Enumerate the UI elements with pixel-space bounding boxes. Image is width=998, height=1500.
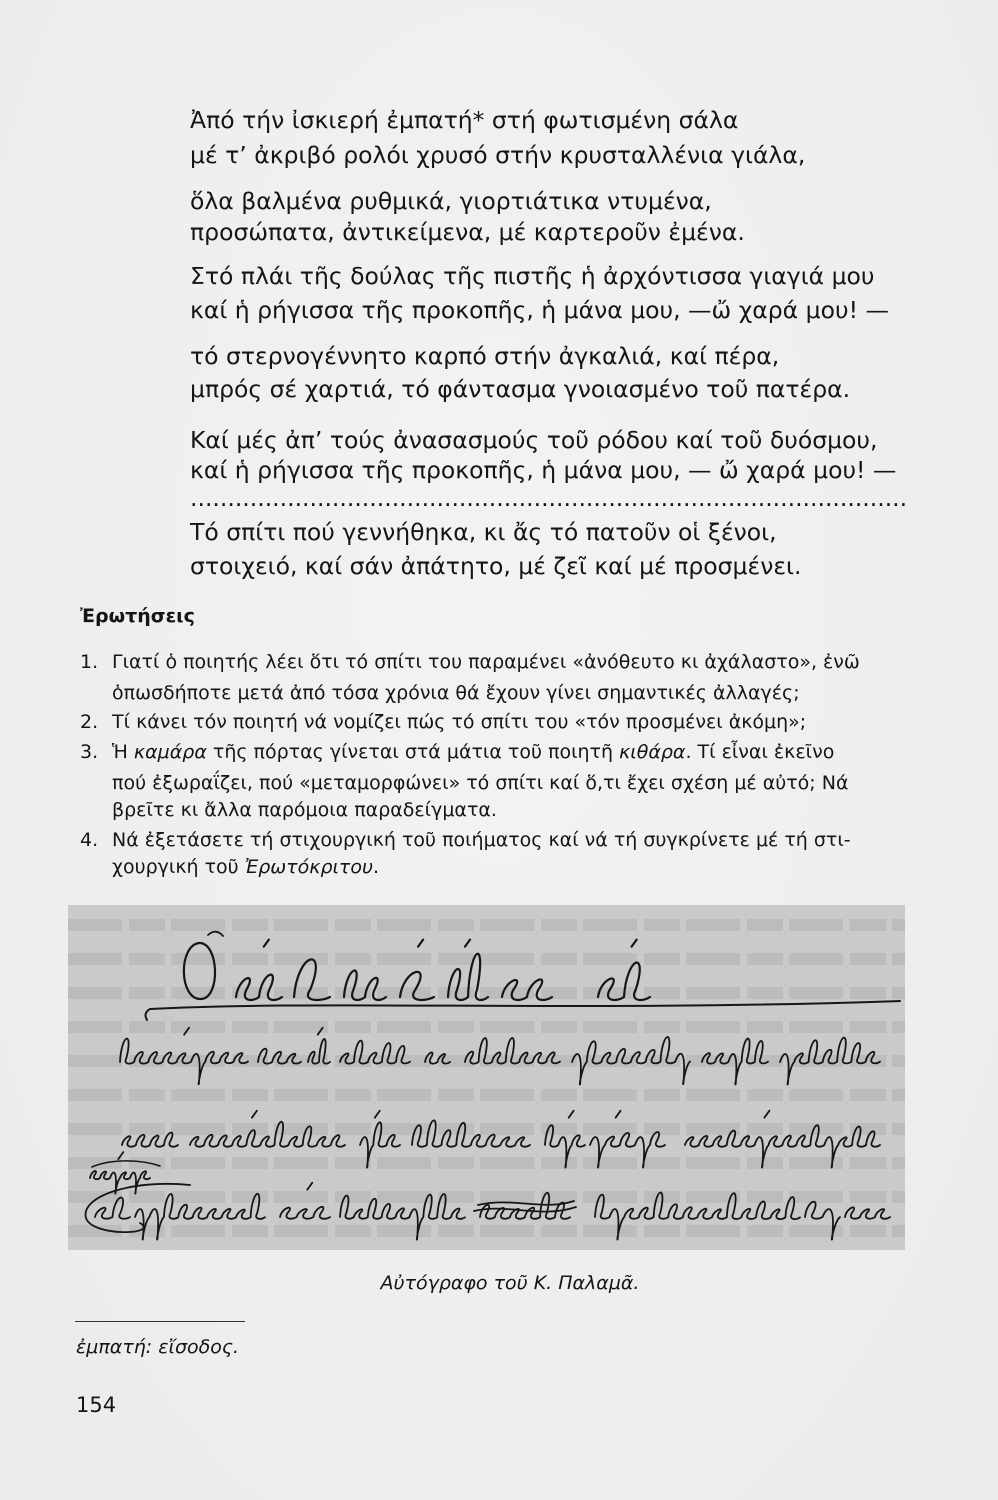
handwriting-line (122, 1111, 880, 1168)
poem-line: στοιχειό, καί σάν ἀπάτητο, μέ ζεῖ καί μέ προσμένει. (190, 552, 802, 580)
handwriting-line (90, 1152, 150, 1194)
question-text-line (112, 649, 860, 675)
poem-line: τό στερνογέννητο καρπό στήν ἀγκαλιά, καί πέρα, (190, 342, 780, 370)
question-text: τῆς πόρτας γίνεται στά μάτια τοῦ ποιητῆ (206, 741, 620, 763)
poem-line: Τό σπίτι πού γεννήθηκα, κι ἄς τό πατοῦν οἱ ξένοι, (190, 518, 777, 546)
italic-term: κιθάρα (619, 741, 686, 763)
poem-line: ὅλα βαλμένα ρυθμικά, γιορτιάτικα ντυμένα, (190, 187, 712, 215)
handwritten-autograph (68, 905, 905, 1250)
footnote (76, 1334, 239, 1360)
question-text-line (112, 739, 834, 765)
question-text-line (112, 680, 800, 706)
poem-line: προσώπατα, ἀντικείμενα, μέ καρτεροῦν ἐμένα. (190, 218, 745, 246)
handwriting-underline (146, 1001, 900, 1020)
question-text: χουργική τοῦ (112, 856, 245, 878)
italic-term: Ἐρωτόκριτου (244, 856, 373, 878)
italic-term: καμάρα (133, 741, 207, 763)
footnote-term: ἐμπατή: (76, 1336, 153, 1358)
question-text-line (112, 854, 379, 880)
footnote-separator (75, 1321, 245, 1322)
poem-ellipsis-dots: ................................................................................................ (190, 484, 908, 512)
question-text: Ἡ (112, 741, 134, 763)
footnote-definition: εἴσοδος. (158, 1336, 240, 1358)
autograph-caption: Αὐτόγραφο τοῦ Κ. Παλαμᾶ. (380, 1272, 640, 1294)
handwriting-mark (92, 1161, 160, 1167)
question-text: . Τί εἶναι ἐκεῖνο (685, 741, 835, 763)
handwriting-title-stroke (184, 943, 215, 999)
question-number: 2. (80, 711, 99, 733)
handwriting-line (95, 1183, 890, 1240)
poem-line: μπρός σέ χαρτιά, τό φάντασμα γνοιασμένο τοῦ πατέρα. (190, 375, 851, 403)
poem-line: καί ἡ ρήγισσα τῆς προκοπῆς, ἡ μάνα μου, — ὤ χαρά μου! — (190, 456, 897, 484)
handwriting-title-stroke (208, 932, 223, 936)
question-number: 1. (80, 651, 99, 673)
question-text: Νά ἐξετάσετε τή στιχουργική τοῦ ποιήματος καί νά τή συγκρίνετε μέ τή στι- (112, 829, 851, 851)
poem-line: Στό πλάι τῆς δούλας τῆς πιστῆς ἡ ἀρχόντισσα γιαγιά μου (190, 262, 875, 290)
question-text: ὁπωσδήποτε μετά ἀπό τόσα χρόνια θά ἔχουν γίνει σημαντικές ἀλλαγές; (112, 682, 800, 704)
page-number: 154 (76, 1393, 117, 1417)
poem-line: Ἀπό τήν ἰσκιερή ἐμπατή* στή φωτισμένη σάλα (190, 106, 739, 134)
poem-line: μέ τ’ ἀκριβό ρολόι χρυσό στήν κρυσταλλένια γιάλα, (190, 141, 806, 169)
question-number: 4. (80, 829, 99, 851)
question-text-line (112, 797, 497, 823)
question-text: . (373, 856, 380, 878)
question-text-line (112, 709, 806, 735)
question-number: 3. (80, 741, 99, 763)
question-text-line (112, 827, 851, 853)
question-text: Τί κάνει τόν ποιητή νά νομίζει πώς τό σπίτι του «τόν προσμένει ἀκόμη»; (112, 711, 807, 733)
question-text: βρεῖτε κι ἄλλα παρόμοια παραδείγματα. (112, 799, 497, 821)
questions-heading: Ἐρωτήσεις (80, 605, 195, 627)
autograph-photo (68, 905, 905, 1250)
question-text: πού ἐξωραΐζει, πού «μεταμορφώνει» τό σπίτι καί ὅ,τι ἔχει σχέση μέ αὐτό; Νά (112, 772, 849, 794)
poem-line: καί ἡ ρήγισσα τῆς προκοπῆς, ἡ μάνα μου, —ὤ χαρά μου! — (190, 296, 889, 324)
handwriting-line (120, 1028, 880, 1085)
handwriting-title-stroke (236, 940, 650, 1000)
question-text-line (112, 770, 848, 796)
question-text: Γιατί ὁ ποιητής λέει ὅτι τό σπίτι του παραμένει «ἀνόθευτο κι ἀχάλαστο», ἐνῶ (112, 651, 860, 673)
poem-line: Καί μές ἀπ’ τούς ἀνασασμούς τοῦ ρόδου καί τοῦ δυόσμου, (190, 426, 878, 454)
